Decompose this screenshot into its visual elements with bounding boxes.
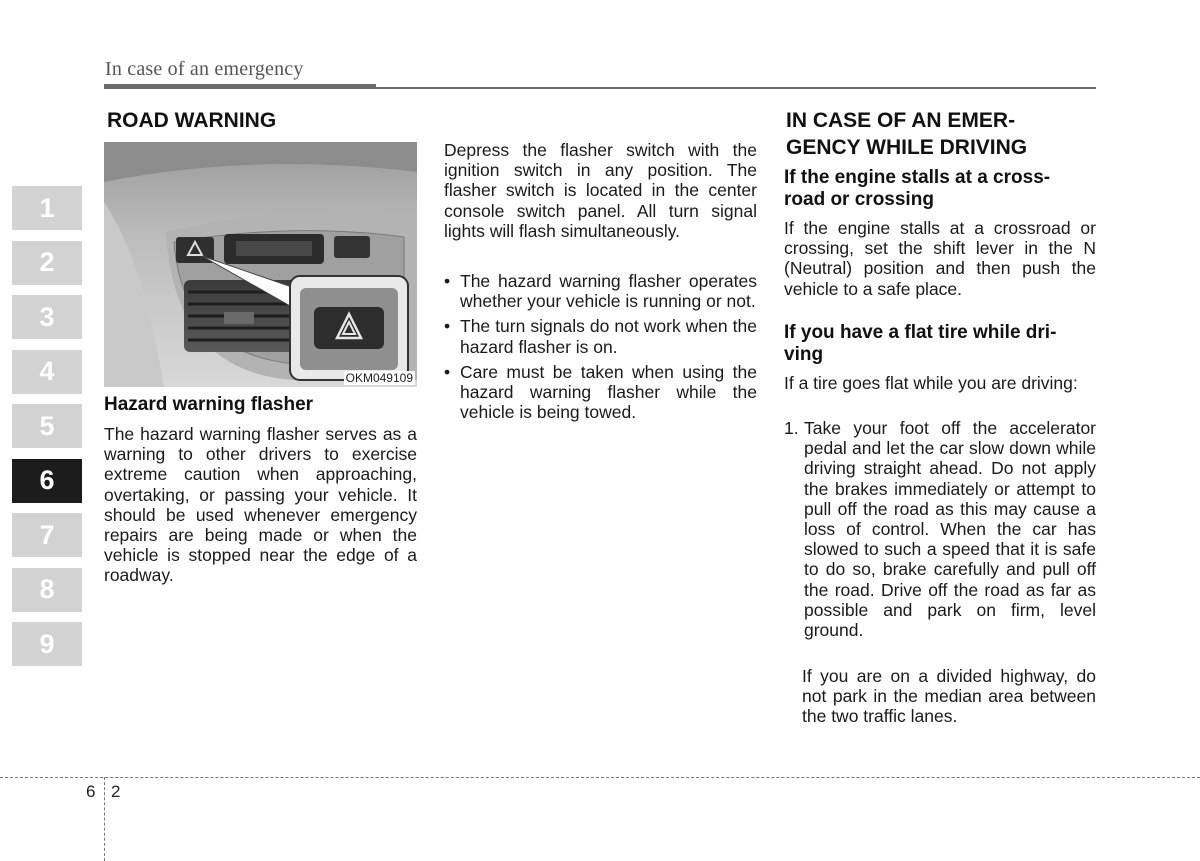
- list-item: • The hazard warning flasher operates whether your vehicle is running or not.: [444, 271, 757, 311]
- hazard-switch-photo: [104, 142, 417, 387]
- list-item: • Care must be taken when using the hazard warning flasher while the vehicle is being towed.: [444, 362, 757, 423]
- engine-stall-paragraph: If the engine stalls at a crossroad or crossing, set the shift lever in the N (Neutral) position and then push the vehicle to a safe place.: [784, 218, 1096, 299]
- chapter-tab-2[interactable]: 2: [12, 241, 82, 285]
- step-number: 1.: [784, 418, 799, 438]
- flat-tire-paragraph: If a tire goes flat while you are driving:: [784, 373, 1078, 393]
- flat-tire-steps: [784, 418, 1096, 640]
- hazard-flasher-subheading: Hazard warning flasher: [104, 394, 314, 415]
- emergency-driving-heading: IN CASE OF AN EMER- GENCY WHILE DRIVING: [786, 109, 1028, 159]
- dashboard-illustration: [104, 142, 417, 387]
- step-text: Take your foot off the accelerator pedal and let the car slow down while driving straight ahead. Do not apply the brakes immediately or attempt to pull off the road as this may cause a loss of control. When the car has slowed to such a speed that it is safe to do so, brake carefully and pull off the road. Drive off the road as far as possible and park on firm, level ground.: [804, 418, 1096, 641]
- chapter-tab-1[interactable]: 1: [12, 186, 82, 230]
- chapter-tab-7[interactable]: 7: [12, 513, 82, 557]
- hazard-flasher-description: The hazard warning flasher serves as a warning to other drivers to exercise extreme caution when approaching, overtaking, or passing your vehicle. It should be used whenever emergency repairs are being made or when the vehicle is stopped near the edge of a roadway.: [104, 424, 417, 586]
- divided-highway-note: If you are on a divided highway, do not park in the median area between the two traffic lanes.: [802, 666, 1096, 727]
- engine-stall-subheading: If the engine stalls at a cross- road or crossing: [784, 167, 1051, 210]
- image-code: OKM049109: [345, 371, 413, 385]
- chapter-tab-3[interactable]: 3: [12, 295, 82, 339]
- chapter-tab-9[interactable]: 9: [12, 622, 82, 666]
- chapter-tab-8[interactable]: 8: [12, 568, 82, 612]
- list-item: [784, 418, 1096, 640]
- flasher-notes-list: [444, 271, 757, 427]
- page-number: 2: [111, 782, 121, 801]
- flasher-switch-instructions: Depress the flasher switch with the ignition switch in any position. The flasher switch is located in the center console switch panel. All turn signal lights will flash simultaneously.: [444, 140, 757, 241]
- chapter-tabs: [12, 186, 82, 677]
- flat-tire-subheading: If you have a flat tire while dri- ving: [784, 322, 1057, 365]
- chapter-tab-4[interactable]: 4: [12, 350, 82, 394]
- header-rule-thick: [104, 84, 376, 89]
- road-warning-heading: ROAD WARNING: [107, 109, 277, 132]
- footer-divider: [104, 777, 105, 861]
- section-title: In case of an emergency: [105, 58, 304, 80]
- page-chapter-number: 6: [86, 782, 96, 801]
- chapter-tab-5[interactable]: 5: [12, 404, 82, 448]
- header-rule-thin: [376, 87, 1096, 89]
- chapter-tab-6[interactable]: 6: [12, 459, 82, 503]
- footer-rule: [0, 777, 1200, 778]
- list-item: • The turn signals do not work when the hazard flasher is on.: [444, 316, 757, 356]
